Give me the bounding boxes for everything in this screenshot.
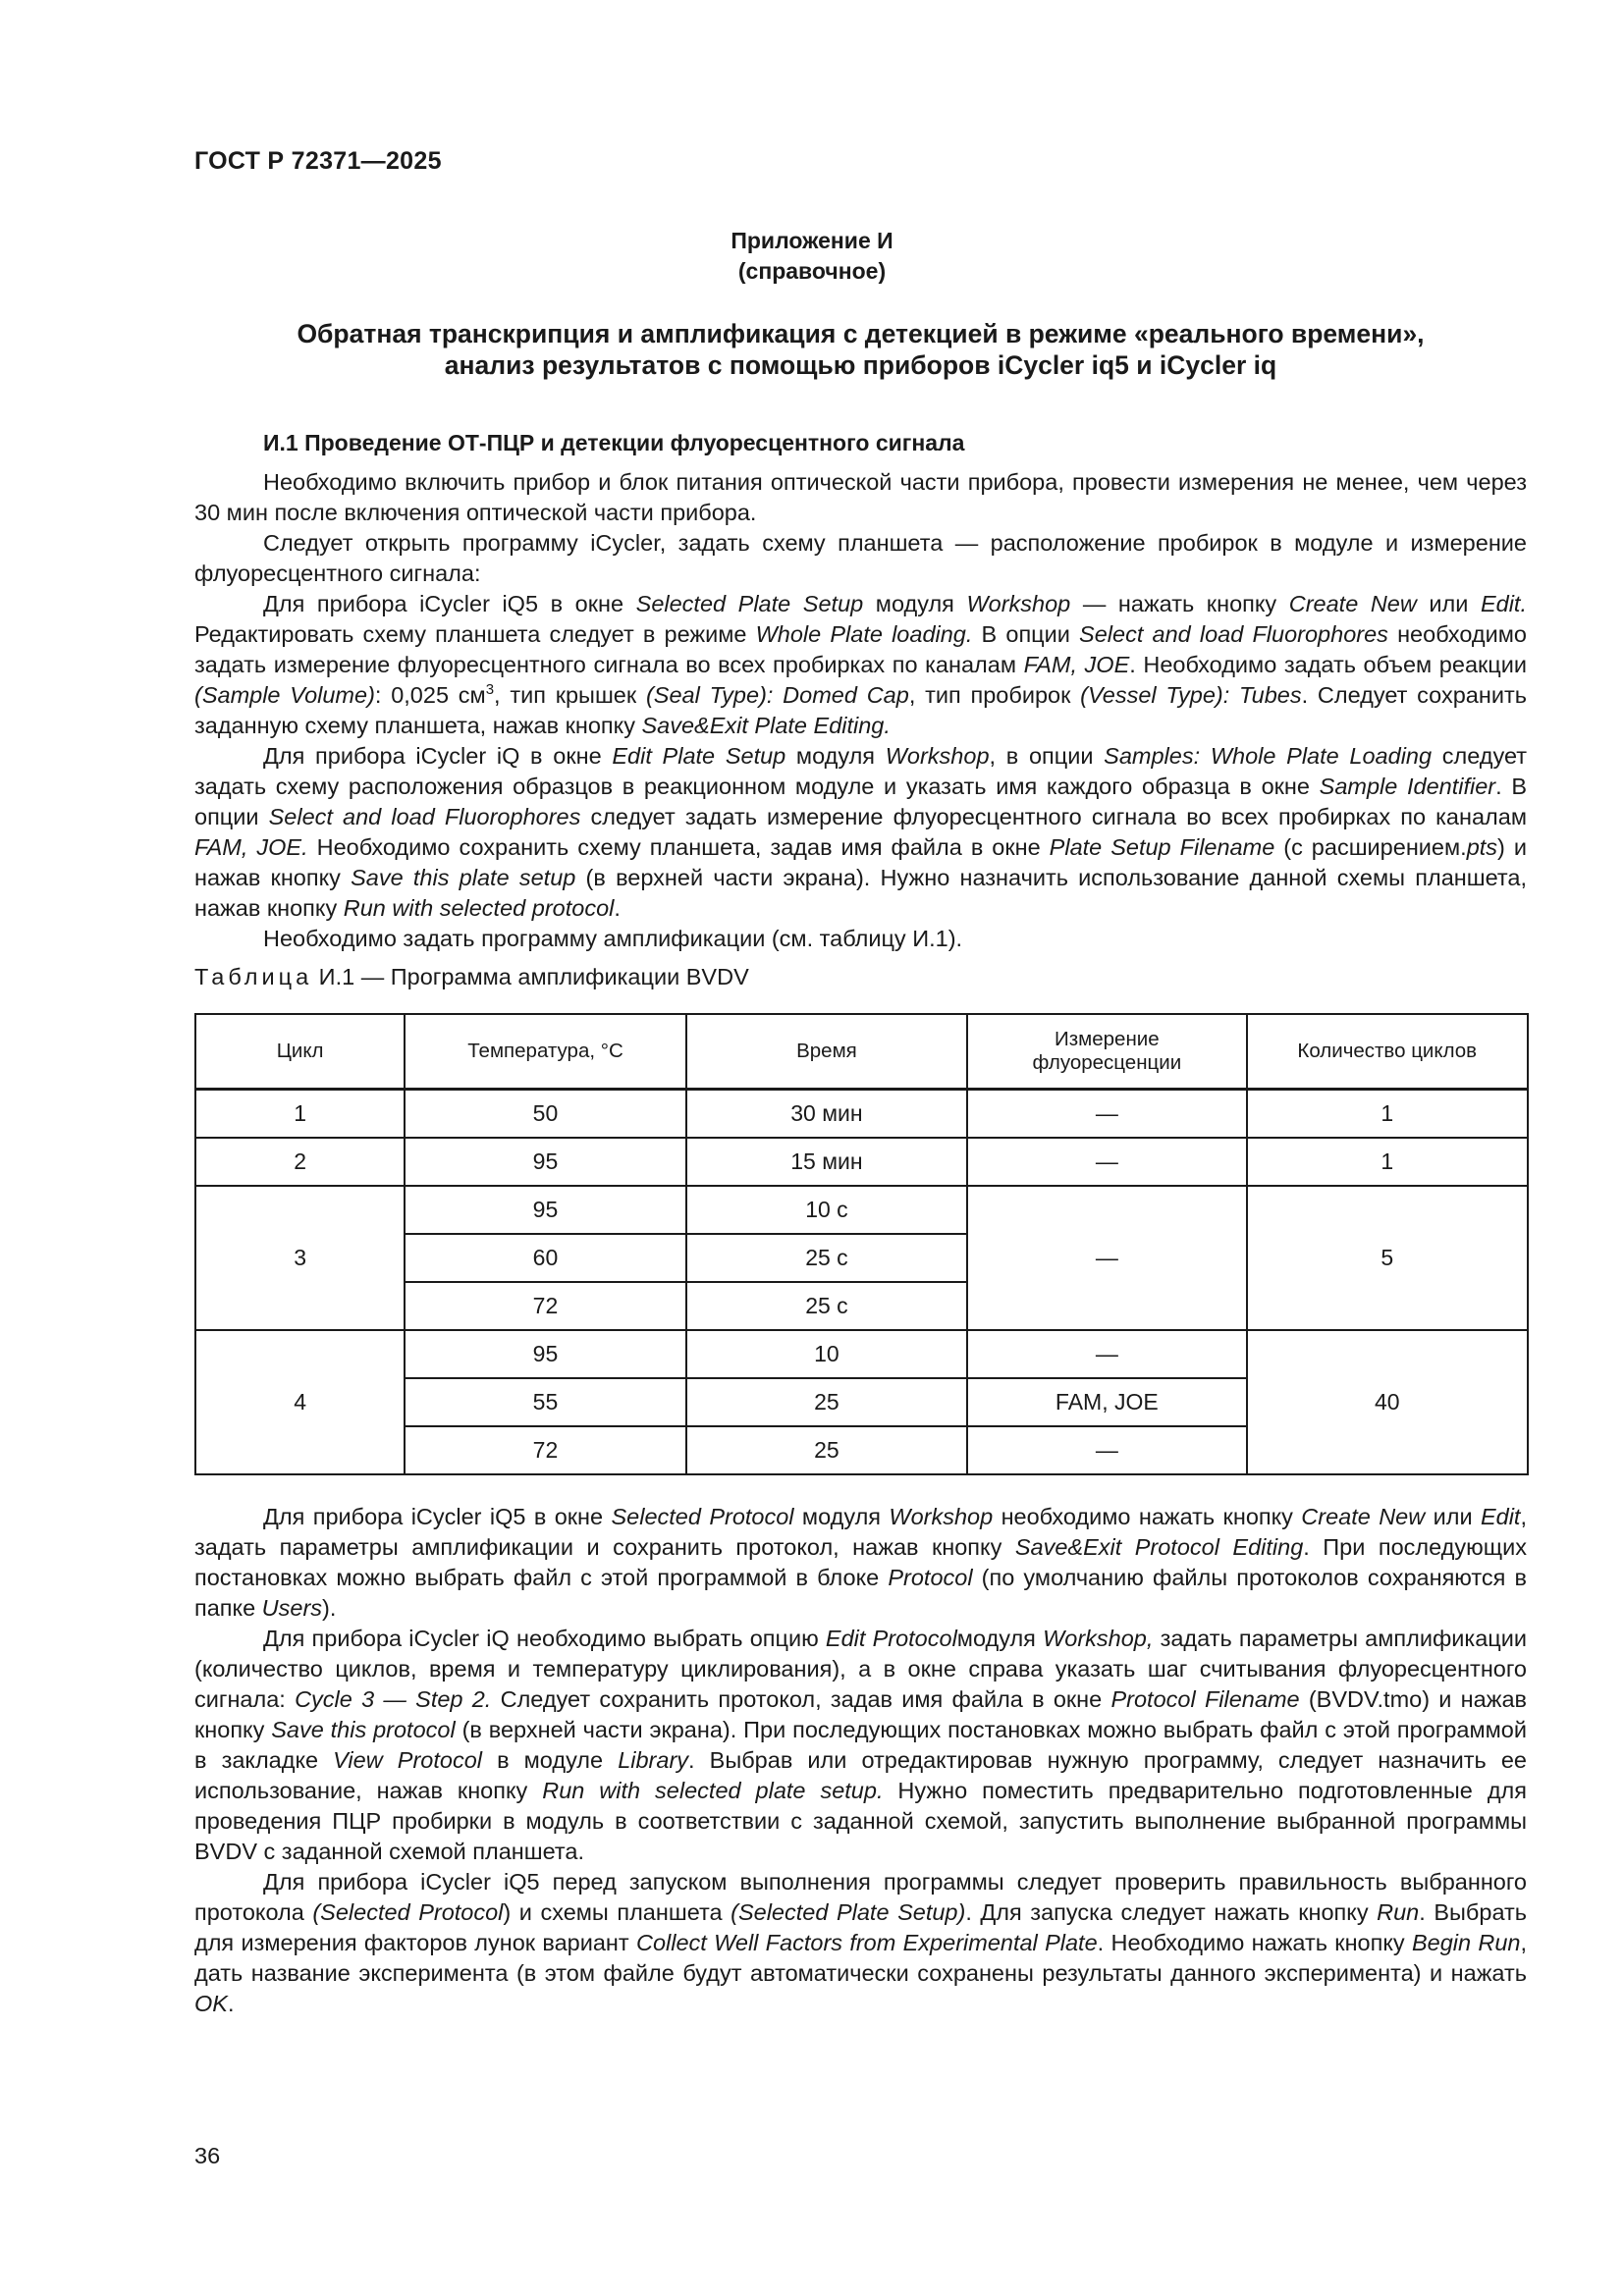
- cell-time: 15 мин: [686, 1138, 967, 1186]
- cell-temperature: 95: [405, 1138, 685, 1186]
- cell-time: 25: [686, 1426, 967, 1474]
- annex-kind: (справочное): [737, 258, 887, 284]
- header-cycle-count: Количество циклов: [1247, 1014, 1529, 1090]
- document-id: ГОСТ Р 72371—2025: [194, 147, 442, 175]
- paragraph: Для прибора iCycler iQ в окне Edit Plate Setup модуля Workshop, в опции Samples: Whole Plate Loading следует задать схему расположения образцов в реакционном модуле и указать имя каждого образца в окне Sample Identifier. В опции Select and load Fluorophores следует задать измерение флуоресцентного сигнала во всех пробирках по каналам FAM, JOE. Необходимо сохранить схему планшета, задав имя файла в окне Plate Setup Filename (с расширением.pts) и нажав кнопку Save this plate setup (в верхней части экрана). Нужно назначить использование данной схемы планшета, нажав кнопку Run with selected protocol.: [194, 743, 1528, 921]
- paragraph: Необходимо включить прибор и блок питания оптической части прибора, провести измерения не менее, чем через 30 мин после включения оптической части прибора.: [194, 469, 1527, 525]
- table-row: [195, 1090, 1528, 1139]
- cell-temperature: 95: [405, 1186, 685, 1234]
- section-title: И.1 Проведение ОТ-ПЦР и детекции флуоресцентного сигнала: [263, 430, 965, 455]
- paragraph: Для прибора iCycler iQ5 в окне Selected Plate Setup модуля Workshop — нажать кнопку Create New или Edit. Редактировать схему планшета следует в режиме Whole Plate loading. В опции Select and load Fluorophores необходимо задать измерение флуоресцентного сигнала во всех пробирках по каналам FAM, JOE. Необходимо задать объем реакции (Sample Volume): 0,025 $см^3$, тип крышек (Seal Type): Domed Cap, тип пробирок (Vessel Type): Tubes. Следует сохранить заданную схему планшета, нажав кнопку Save&Exit Plate Editing.: [194, 591, 1528, 738]
- header-fluorescence: Измерение флуоресценции: [967, 1014, 1246, 1090]
- body-text-top: [194, 467, 1527, 954]
- page-number: 36: [194, 2143, 221, 2168]
- annex-heading: [194, 318, 1527, 381]
- header-time: Время: [686, 1014, 967, 1090]
- cell-cycle-count: 1: [1247, 1090, 1529, 1139]
- cell-temperature: 72: [405, 1426, 685, 1474]
- cell-fluorescence: —: [967, 1138, 1246, 1186]
- annex-heading-line-1: Обратная транскрипция и амплификация с детекцией в режиме «реального времени»,: [297, 319, 1425, 348]
- cell-cycle-count: 5: [1247, 1186, 1529, 1330]
- cell-time: 30 мин: [686, 1090, 967, 1139]
- cell-cycle: 3: [195, 1186, 405, 1330]
- paragraph: Необходимо задать программу амплификации (см. таблицу И.1).: [263, 926, 963, 951]
- cell-temperature: 55: [405, 1378, 685, 1426]
- cell-fluorescence: FAM, JOE: [967, 1378, 1246, 1426]
- annex-heading-line-2: анализ результатов с помощью приборов iCycler iq5 и iCycler iq: [444, 350, 1277, 380]
- cell-fluorescence: —: [967, 1330, 1246, 1378]
- paragraph: Для прибора iCycler iQ5 в окне Selected Protocol модуля Workshop необходимо нажать кнопку Create New или Edit, задать параметры амплификации и сохранить протокол, нажав кнопку Save&Exit Protocol Editing. При последующих постановках можно выбрать файл с этой программой в блоке Protocol (по умолчанию файлы протоколов сохраняются в папке Users).: [194, 1504, 1528, 1621]
- cell-time: 25 с: [686, 1234, 967, 1282]
- amplification-program-table: [194, 1013, 1529, 1475]
- table-row: [195, 1138, 1528, 1186]
- cell-cycle-count: 40: [1247, 1330, 1529, 1474]
- cell-time: 25: [686, 1378, 967, 1426]
- annex-title: Приложение И: [731, 228, 893, 253]
- cell-temperature: 95: [405, 1330, 685, 1378]
- body-text-bottom: [194, 1502, 1527, 2019]
- cell-temperature: 50: [405, 1090, 685, 1139]
- cell-time: 25 с: [686, 1282, 967, 1330]
- cell-cycle: 1: [195, 1090, 405, 1139]
- table-row: [195, 1330, 1528, 1378]
- cell-temperature: 60: [405, 1234, 685, 1282]
- cell-cycle: 4: [195, 1330, 405, 1474]
- cell-time: 10 с: [686, 1186, 967, 1234]
- paragraph: Для прибора iCycler iQ5 перед запуском выполнения программы следует проверить правильность выбранного протокола (Selected Protocol) и схемы планшета (Selected Plate Setup). Для запуска следует нажать кнопку Run. Выбрать для измерения факторов лунок вариант Collect Well Factors from Experimental Plate. Необходимо нажать кнопку Begin Run, дать название эксперимента (в этом файле будут автоматически сохранены результаты данного эксперимента) и нажать OK.: [194, 1869, 1528, 2016]
- cell-time: 10: [686, 1330, 967, 1378]
- table-row: [195, 1186, 1528, 1234]
- cell-fluorescence: —: [967, 1090, 1246, 1139]
- cell-cycle: 2: [195, 1138, 405, 1186]
- header-cycle: Цикл: [195, 1014, 405, 1090]
- table-caption: Таблица И.1 — Программа амплификации BVDV: [194, 964, 749, 989]
- header-temperature: Температура, °С: [405, 1014, 685, 1090]
- cell-fluorescence: —: [967, 1426, 1246, 1474]
- cell-fluorescence: —: [967, 1186, 1246, 1330]
- paragraph: Следует открыть программу iCycler, задать схему планшета — расположение пробирок в модуле и измерение флуоресцентного сигнала:: [194, 530, 1527, 586]
- paragraph: Для прибора iCycler iQ необходимо выбрать опцию Edit Protocolмодуля Workshop, задать параметры амплификации (количество циклов, время и температуру циклирования), а в окне справа указать шаг считывания флуоресцентного сигнала: Cycle 3 — Step 2. Следует сохранить протокол, задав имя файла в окне Protocol Filename (BVDV.tmo) и нажав кнопку Save this protocol (в верхней части экрана). При последующих постановках можно выбрать файл с этой программой в закладке View Protocol в модуле Library. Выбрав или отредактировав нужную программу, следует назначить ее использование, нажав кнопку Run with selected plate setup. Нужно поместить предварительно подготовленные для проведения ПЦР пробирки в модуль в соответствии с заданной схемой, запустить выполнение выбранной программы BVDV с заданной схемой планшета.: [194, 1626, 1528, 1864]
- cell-temperature: 72: [405, 1282, 685, 1330]
- table-header-row: [195, 1014, 1528, 1090]
- cell-cycle-count: 1: [1247, 1138, 1529, 1186]
